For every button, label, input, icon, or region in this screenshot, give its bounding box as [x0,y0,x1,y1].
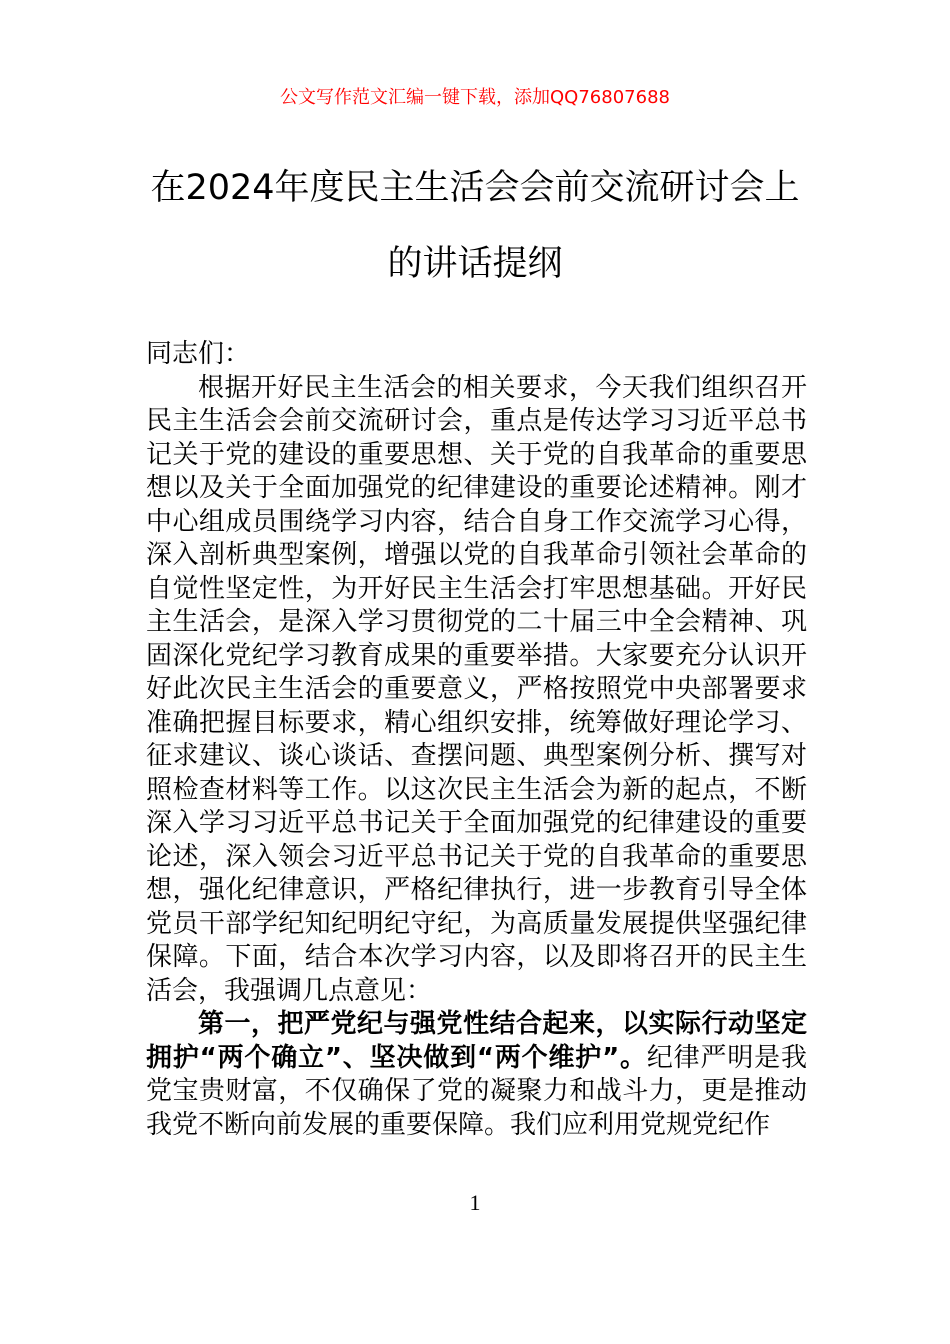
page-number: 1 [469,1190,481,1215]
document-body [146,338,807,1142]
paragraph-2 [146,1008,807,1142]
paragraph-2-body: 纪律严明是我党宝贵财富，不仅确保了党的凝聚力和战斗力，更是推动我党不断向前发展的重要保障。我们应利用党规党纪作 [146,1042,807,1140]
title-line-2: 的讲话提纲 [387,244,563,284]
download-banner: 公文写作范文汇编一键下载，添加QQ76807688 [280,87,670,108]
title-line-1: 在2024年度民主生活会会前交流研讨会上 [150,168,800,208]
paragraph-2-lead: 第一，把严党纪与强党性结合起来，以实际行动坚定拥护“两个确立”、坚决做到“两个维护”。 [146,1009,807,1073]
paragraph-1: 根据开好民主生活会的相关要求，今天我们组织召开民主生活会会前交流研讨会，重点是传达学习习近平总书记关于党的建设的重要思想、关于党的自我革命的重要思想以及关于全面加强党的纪律建设的重要论述精神。刚才中心组成员围绕学习内容，结合自身工作交流学习心得，深入剖析典型案例，增强以党的自我革命引领社会革命的自觉性坚定性，为开好民主生活会打牢思想基础。开好民主生活会，是深入学习贯彻党的二十届三中全会精神、巩固深化党纪学习教育成果的重要举措。大家要充分认识开好此次民主生活会的重要意义，严格按照党中央部署要求准确把握目标要求，精心组织安排，统筹做好理论学习、征求建议、谈心谈话、查摆问题、典型案例分析、撰写对照检查材料等工作。以这次民主生活会为新的起点，不断深入学习习近平总书记关于全面加强党的纪律建设的重要论述，深入领会习近平总书记关于党的自我革命的重要思想，强化纪律意识，严格纪律执行，进一步教育引导全体党员干部学纪知纪明纪守纪，为高质量发展提供坚强纪律保障。下面，结合本次学习内容，以及即将召开的民主生活会，我强调几点意见： [146,372,807,1006]
salutation: 同志们： [146,339,251,369]
document-title [120,150,830,302]
